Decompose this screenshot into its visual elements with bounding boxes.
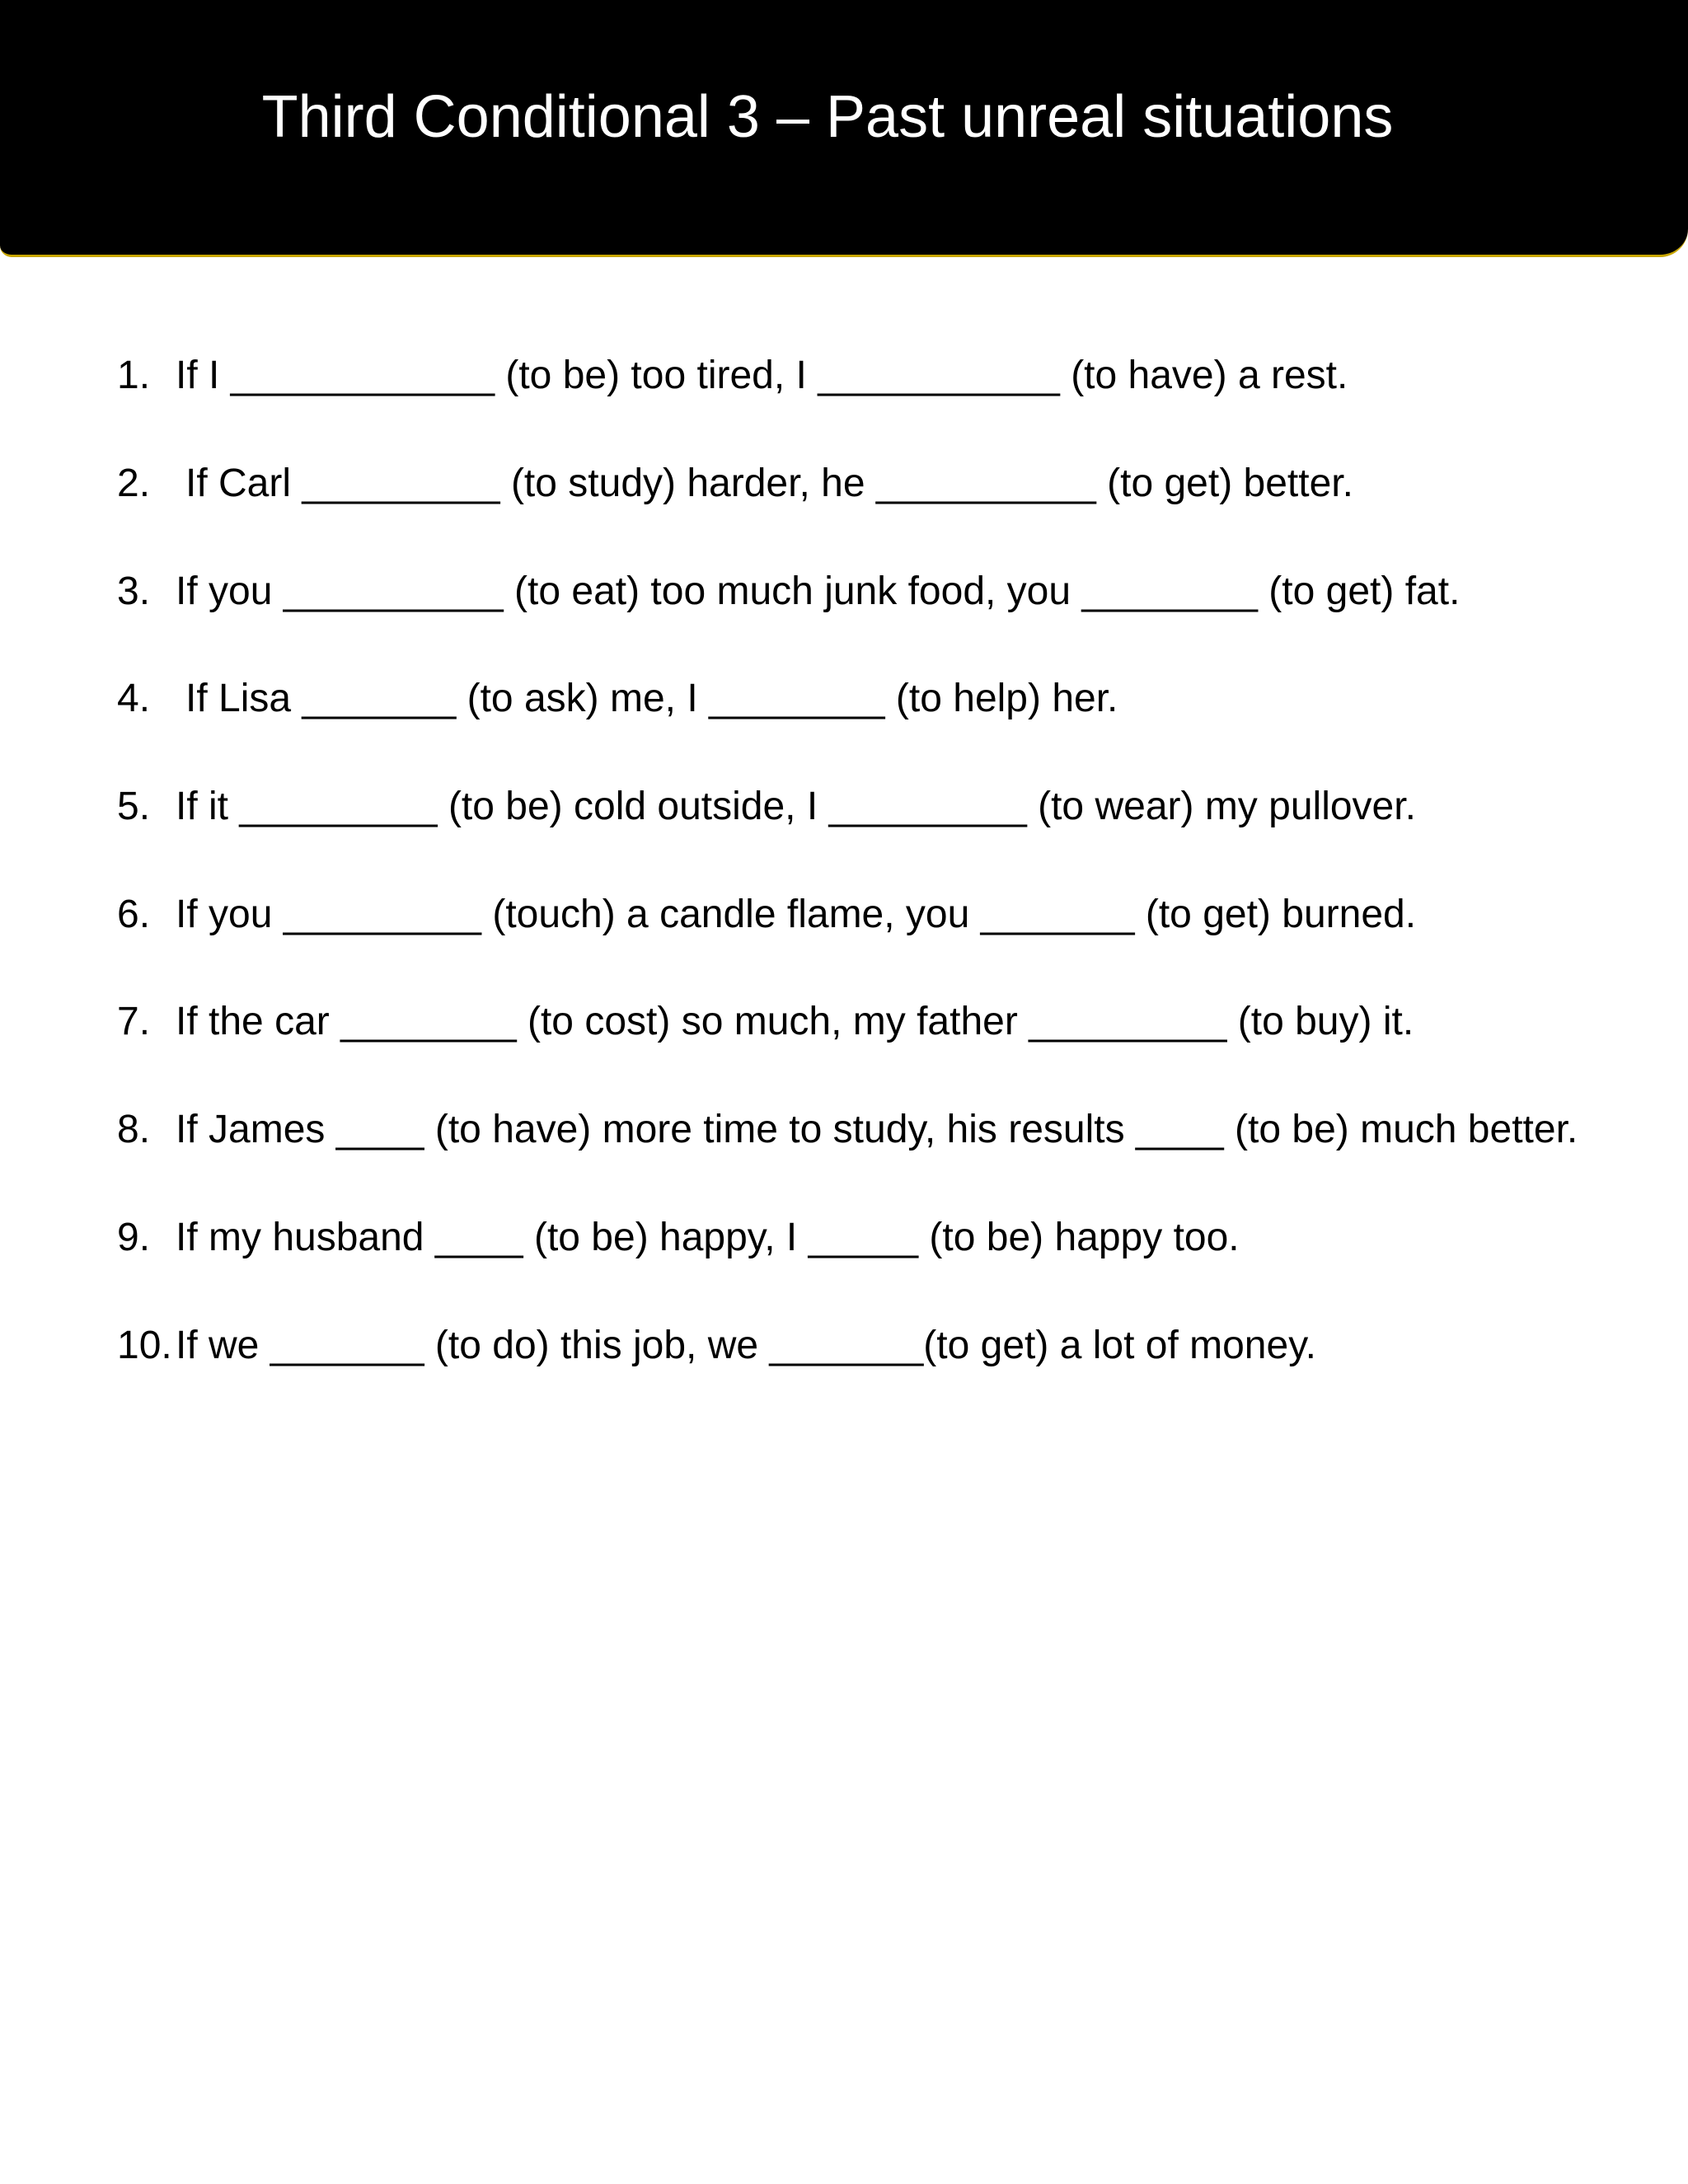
exercise-item-8 (0, 1101, 1688, 1159)
item-number: 5. (117, 785, 151, 828)
item-number: 3. (117, 569, 151, 613)
exercise-item-10 (0, 1317, 1688, 1375)
header-banner (0, 0, 1688, 257)
item-text: If you __________ (to eat) too much junk food, you ________ (to get) fat. (176, 569, 1461, 613)
item-number: 8. (117, 1108, 151, 1151)
exercise-item-2 (0, 455, 1688, 513)
page-title: Third Conditional 3 – Past unreal situations (261, 84, 1394, 150)
item-text: If my husband ____ (to be) happy, I _____ (to be) happy too. (176, 1216, 1240, 1259)
exercise-item-9 (0, 1209, 1688, 1267)
item-text: If we _______ (to do) this job, we _______(to get) a lot of money. (176, 1324, 1316, 1367)
item-text: If Lisa _______ (to ask) me, I ________ (to help) her. (185, 677, 1118, 720)
item-number: 4. (117, 677, 151, 720)
exercise-item-3 (0, 563, 1688, 621)
item-text: If I ____________ (to be) too tired, I ___________ (to have) a rest. (176, 354, 1348, 397)
item-text: If the car ________ (to cost) so much, my father _________ (to buy) it. (176, 1000, 1414, 1043)
exercise-item-6 (0, 886, 1688, 944)
item-number: 6. (117, 893, 151, 936)
item-text: If Carl _________ (to study) harder, he __________ (to get) better. (185, 462, 1353, 505)
item-number: 1. (117, 354, 151, 397)
exercise-item-4 (0, 670, 1688, 728)
item-number: 7. (117, 1000, 151, 1043)
item-text: If you _________ (touch) a candle flame, you _______ (to get) burned. (176, 893, 1417, 936)
item-text: If James ____ (to have) more time to study, his results ____ (to be) much better. (176, 1108, 1578, 1151)
item-number: 2. (117, 462, 151, 505)
exercise-item-5 (0, 778, 1688, 836)
item-text: If it _________ (to be) cold outside, I _________ (to wear) my pullover. (176, 785, 1416, 828)
item-number: 10. (117, 1324, 172, 1367)
exercise-item-7 (0, 993, 1688, 1051)
exercise-item-1 (0, 347, 1688, 405)
item-number: 9. (117, 1216, 151, 1259)
